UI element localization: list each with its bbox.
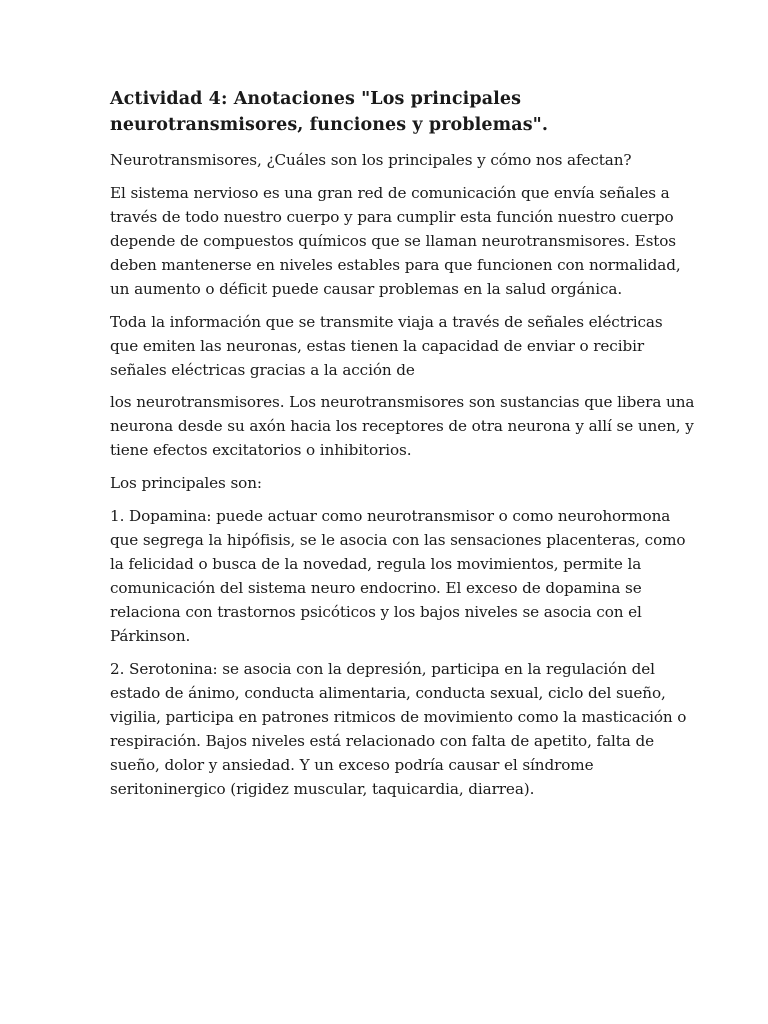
list-item-dopamine: 1. Dopamina: puede actuar como neurotransmisor o como neurohormona que segrega la hipófisis, se le asocia con las sensaciones placenteras, como la felicidad o busca de la novedad, regula los movimientos, permite la comunicación del sistema neuro endocrino. El exceso de dopamina se relaciona con trastornos psicóticos y los bajos niveles se asocia con el Párkinson.	[110, 507, 686, 645]
paragraph-nervous-system: El sistema nervioso es una gran red de comunicación que envía señales a través de todo nuestro cuerpo y para cumplir esta función nuestro cuerpo depende de compuestos químicos que se llaman neurotransmisores. Estos deben mantenerse en niveles estables para que funcionen con normalidad, un aumento o déficit puede causar problemas en la salud orgánica.	[110, 184, 681, 298]
document-title-line-2: neurotransmisores, funciones y problemas".	[110, 115, 549, 135]
paragraph-neurotransmitters-definition: los neurotransmisores. Los neurotransmisores son sustancias que libera una neurona desde su axón hacia los receptores de otra neurona y allí se unen, y tiene efectos excitatorios o inhibitorios.	[110, 393, 695, 459]
paragraph-main-list-heading: Los principales son:	[110, 474, 262, 492]
list-item-serotonin: 2. Serotonina: se asocia con la depresión, participa en la regulación del estado de ánimo, conducta alimentaria, conducta sexual, ciclo del sueño, vigilia, participa en patrones ritmicos de movimiento como la masticación o respiración. Bajos niveles está relacionado con falta de apetito, falta de sueño, dolor y ansiedad. Y un exceso podría causar el síndrome seritoninergico (rigidez muscular, taquicardia, diarrea).	[110, 660, 687, 798]
document-title	[110, 86, 695, 138]
document-title-line-1: Actividad 4: Anotaciones "Los principales	[110, 89, 522, 109]
paragraph-intro-question: Neurotransmisores, ¿Cuáles son los principales y cómo nos afectan?	[110, 151, 632, 169]
document-page	[110, 86, 695, 810]
paragraph-electrical-signals: Toda la información que se transmite viaja a través de señales eléctricas que emiten las neuronas, estas tienen la capacidad de enviar o recibir señales eléctricas gracias a la acción de	[110, 313, 663, 379]
